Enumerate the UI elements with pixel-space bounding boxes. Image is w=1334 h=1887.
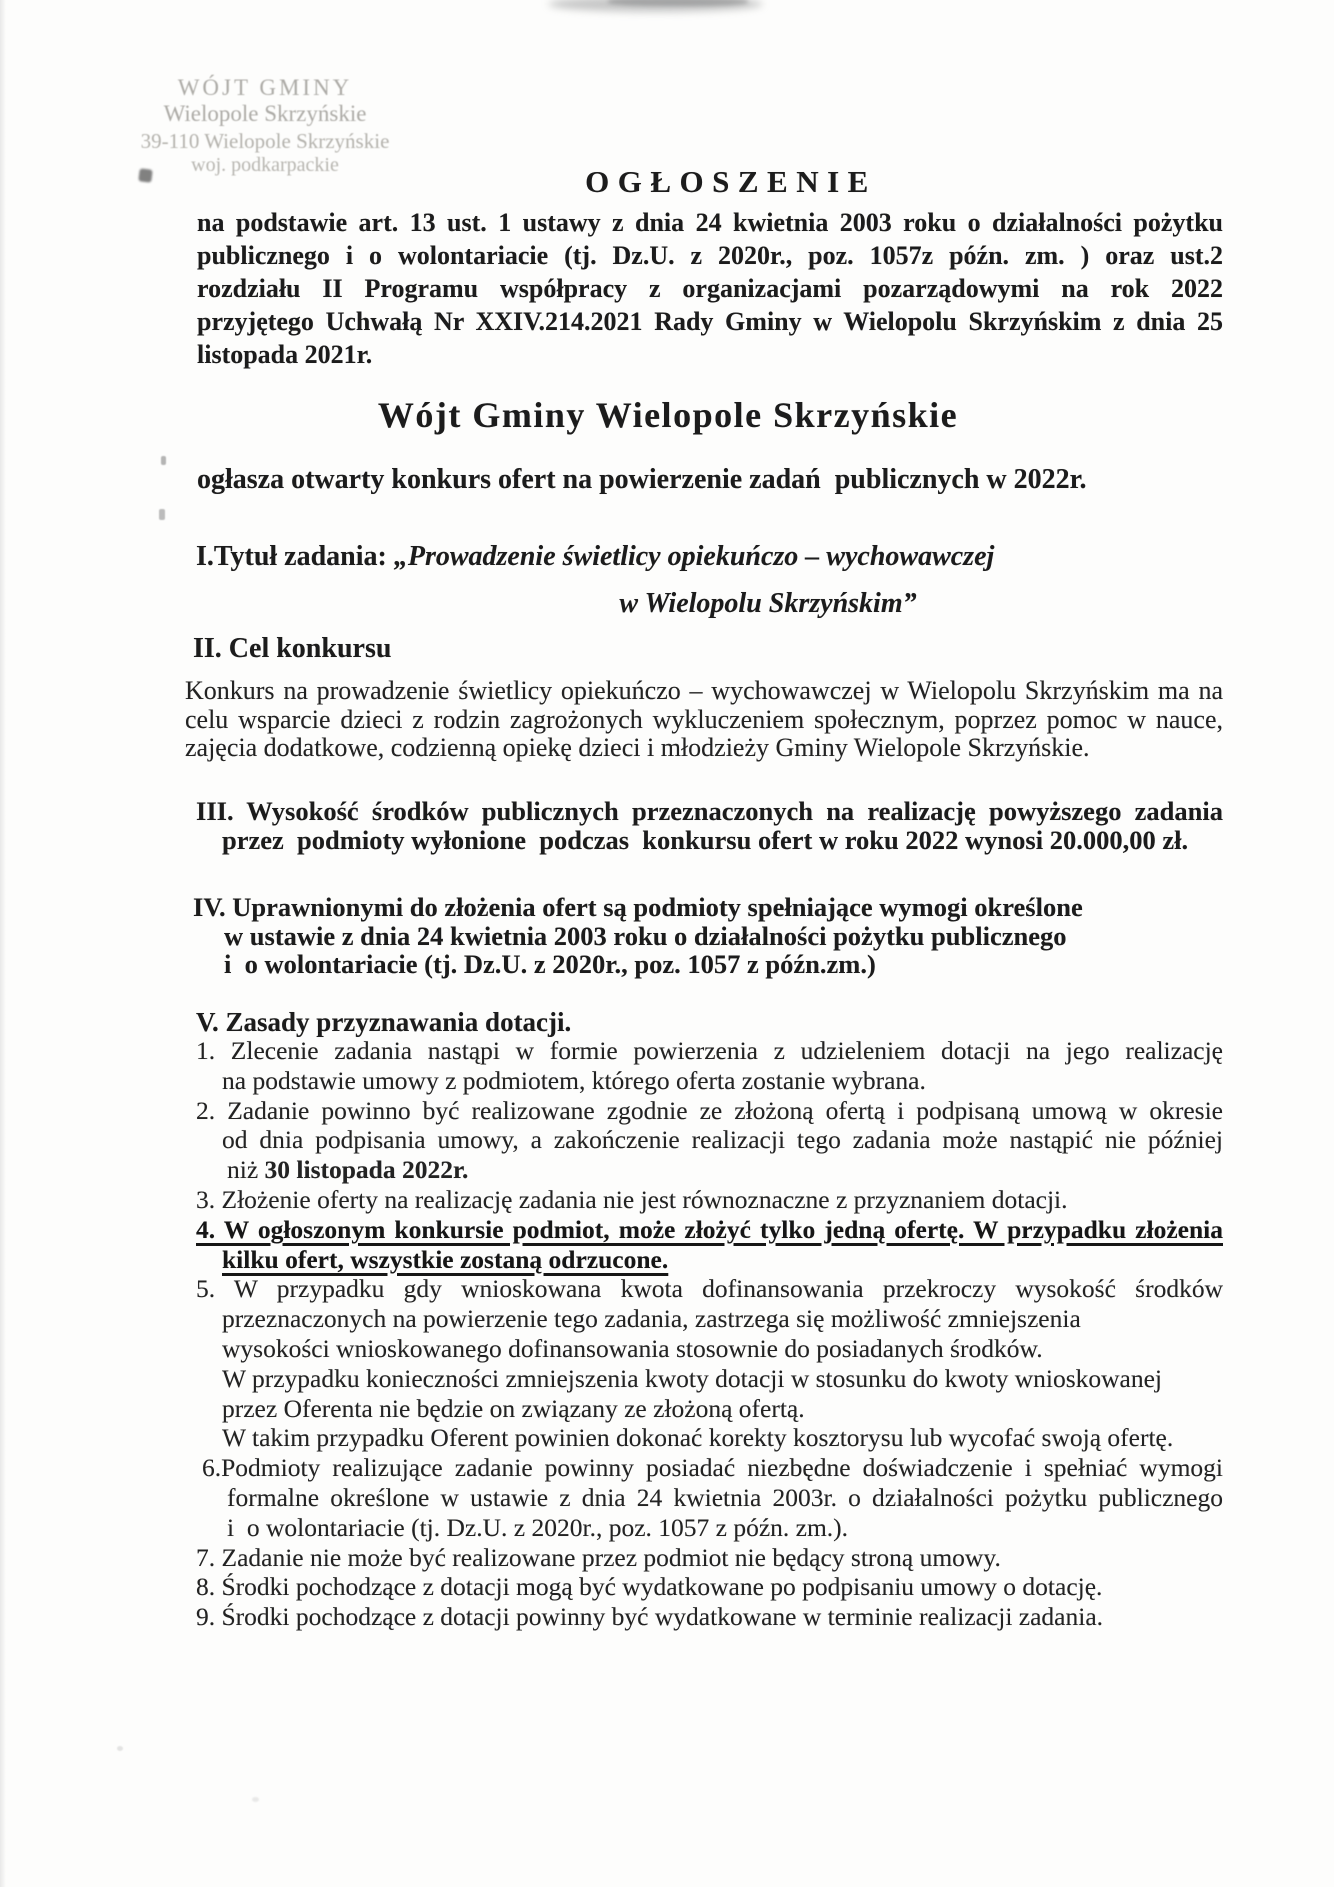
list-item-5-line: przeznaczonych na powierzenie tego zadania, zastrzega się możliwość zmniejszenia (222, 1304, 1081, 1334)
legal-basis-line: na podstawie art. 13 ust. 1 ustawy z dnia 24 kwietnia 2003 roku o działalności pożytku (197, 208, 1223, 237)
scan-artifact-speck (117, 1746, 123, 1751)
list-item-5-line: W takim przypadku Oferent powinien dokonać korekty kosztorysu lub wycofać swoją ofertę. (222, 1423, 1174, 1453)
list-item-1-line: na podstawie umowy z podmiotem, którego oferta zostanie wybrana. (222, 1065, 926, 1095)
stamp-municipality-line: Wielopole Skrzyńskie (163, 101, 367, 126)
section-5-heading: V. Zasady przyznawania dotacji. (196, 1007, 572, 1037)
list-item-2-line: od dnia podpisania umowy, a zakończenie realizacji tego zadania może nastąpić nie później (222, 1125, 1223, 1155)
stamp-authority-line: WÓJT GMINY (177, 75, 353, 100)
scan-artifact-speck (252, 1797, 259, 1802)
legal-basis-line: rozdziału II Programu współpracy z organizacjami pozarządowymi na rok 2022 (197, 274, 1223, 303)
list-item-7-line: 7. Zadanie nie może być realizowane przez podmiot nie będący stroną umowy. (196, 1542, 1001, 1572)
list-item-2-deadline-prefix: niż (227, 1155, 265, 1185)
list-item-6-line: formalne określone w ustawie z dnia 24 kwietnia 2003r. o działalności pożytku publicznego (227, 1482, 1223, 1512)
section-3-paragraph (196, 797, 1223, 854)
section-4-line: w ustawie z dnia 24 kwietnia 2003 roku o działalności pożytku publicznego (224, 920, 1067, 951)
section-4-line: i o wolontariacie (tj. Dz.U. z 2020r., poz. 1057 z późn.zm.) (224, 949, 876, 979)
task-title-location: w Wielopolu Skrzyńskim” (619, 588, 917, 619)
section-2-heading: II. Cel konkursu (193, 633, 392, 664)
section-4-line: IV. Uprawnionymi do złożenia ofert są podmioty spełniające wymogi określone (193, 892, 1083, 922)
task-title-quote: „Prowadzenie świetlicy opiekuńczo – wychowawczej (386, 541, 995, 572)
issuer-heading: Wójt Gminy Wielopole Skrzyńskie (377, 395, 959, 435)
list-item-6-line: 6.Podmioty realizujące zadanie powinny posiadać niezbędne doświadczenie i spełniać wymogi (202, 1453, 1223, 1483)
list-item-2-deadline-date: 30 listopada 2022r. (264, 1155, 469, 1185)
list-item-8-line: 8. Środki pochodzące z dotacji mogą być wydatkowane po podpisaniu umowy o dotację. (196, 1572, 1103, 1602)
scan-artifact-top-smudge-core (608, 0, 748, 6)
section-2-line: Konkurs na prowadzenie świetlicy opiekuńczo – wychowawczej w Wielopolu Skrzyńskim ma na (185, 676, 1223, 705)
section-3-line: III. Wysokość środków publicznych przeznaczonych na realizację powyższego zadania (196, 796, 1223, 826)
section-2-line: zajęcia dodatkowe, codzienną opiekę dzieci i młodzieży Gminy Wielopole Skrzyńskie. (185, 733, 1090, 762)
list-item-5-line: przez Oferenta nie będzie on związany ze złożoną ofertą. (222, 1393, 805, 1423)
list-item-4-line: kilku ofert, wszystkie zostaną odrzucone. (222, 1244, 669, 1274)
scan-artifact-speck (161, 456, 166, 465)
list-item-5-line: wysokości wnioskowanego dofinansowania stosownie do posiadanych środków. (222, 1333, 1043, 1363)
task-title-line (196, 541, 1226, 573)
official-stamp (132, 76, 398, 175)
section-4-paragraph (193, 893, 1223, 979)
document-title: OGŁOSZENIE (585, 164, 877, 199)
scan-edge-shadow (0, 0, 6, 1887)
list-item-4-line: 4. W ogłoszonym konkursie podmiot, może złożyć tylko jedną ofertę. W przypadku złożenia (196, 1214, 1223, 1244)
legal-basis-line: publicznego i o wolontariacie (tj. Dz.U. z 2020r., poz. 1057z późn. zm. ) oraz ust.2 (197, 241, 1223, 270)
legal-basis-line: przyjętego Uchwałą Nr XXIV.214.2021 Rady Gminy w Wielopolu Skrzyńskim z dnia 25 (197, 307, 1223, 336)
scan-artifact-speck (159, 509, 165, 520)
task-title-label: I.Tytuł zadania: (196, 541, 387, 572)
list-item-3-line: 3. Złożenie oferty na realizację zadania nie jest równoznaczne z przyznaniem dotacji. (196, 1184, 1068, 1214)
legal-basis-paragraph (197, 206, 1223, 371)
section-3-line: przez podmioty wyłonione podczas konkursu ofert w roku 2022 wynosi 20.000,00 zł. (222, 824, 1189, 855)
list-item-9-line: 9. Środki pochodzące z dotacji powinny być wydatkowane w terminie realizacji zadania. (196, 1602, 1104, 1632)
list-item-1-line: 1. Zlecenie zadania nastąpi w formie powierzenia z udzieleniem dotacji na jego realizację (196, 1036, 1223, 1065)
section-2-body (185, 677, 1223, 763)
section-5-list (196, 1036, 1223, 1632)
list-item-5-line: 5. W przypadku gdy wnioskowana kwota dofinansowania przekroczy wysokość środków (196, 1274, 1223, 1304)
list-item-2-line: 2. Zadanie powinno być realizowane zgodnie ze złożoną ofertą i podpisaną umową w okresie (196, 1095, 1223, 1125)
section-2-line: celu wsparcie dzieci z rodzin zagrożonych wykluczeniem społecznym, poprzez pomoc w nauce, (185, 704, 1223, 734)
stamp-address-line: 39-110 Wielopole Skrzyńskie (140, 129, 390, 153)
stamp-voivodeship-line: woj. podkarpackie (191, 154, 339, 176)
list-item-2-line (196, 1155, 1223, 1185)
list-item-5-line: W przypadku konieczności zmniejszenia kwoty dotacji w stosunku do kwoty wnioskowanej (222, 1363, 1163, 1393)
list-item-6-line: i o wolontariacie (tj. Dz.U. z 2020r., poz. 1057 z późn. zm.). (227, 1512, 849, 1542)
legal-basis-line: listopada 2021r. (197, 340, 373, 369)
announcement-line: ogłasza otwarty konkurs ofert na powierzenie zadań publicznych w 2022r. (197, 464, 1087, 495)
